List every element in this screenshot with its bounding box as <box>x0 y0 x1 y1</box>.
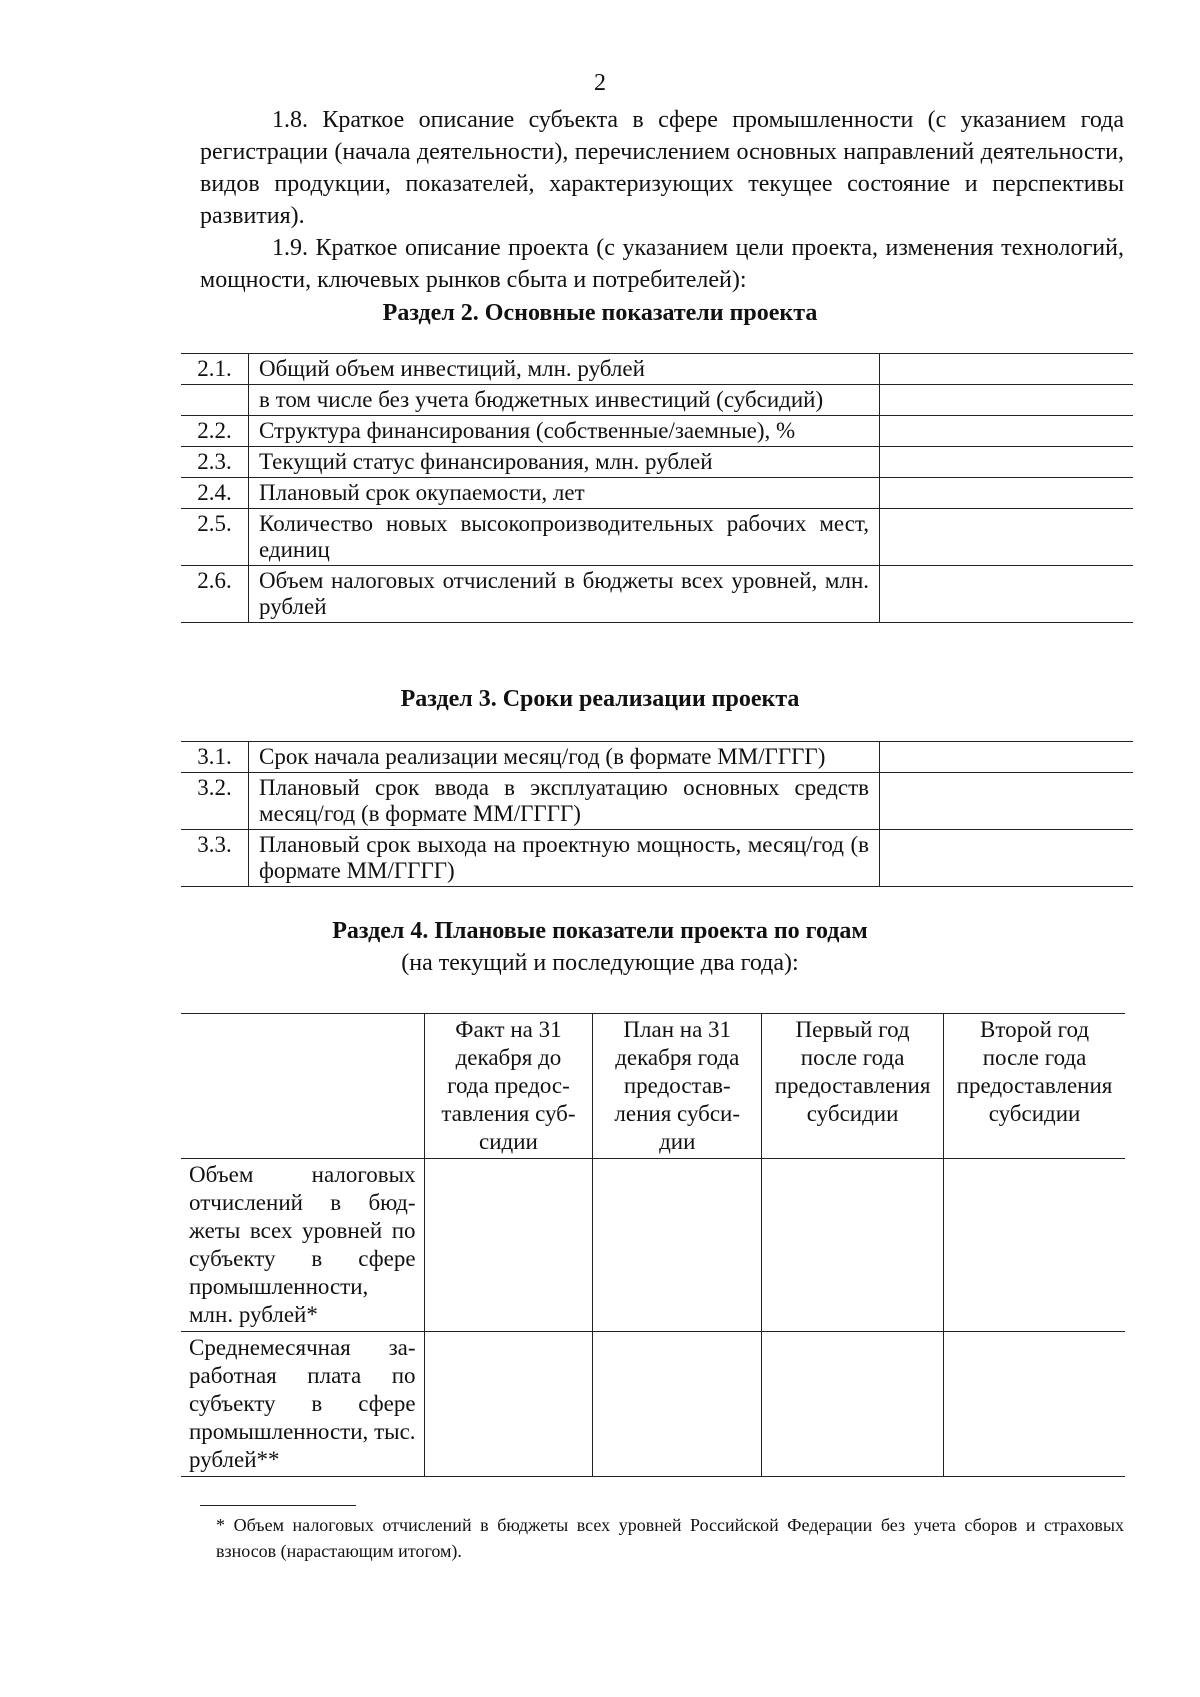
table-cell <box>762 1332 944 1477</box>
row-text: Текущий статус финансирования, млн. рублей <box>249 447 880 478</box>
row-value <box>880 830 1134 887</box>
header-cell <box>181 1014 424 1159</box>
table-row <box>181 566 1133 623</box>
row-label: Среднемесячная заработная плата по субъекту в сфере промышленности, тыс. рублей** <box>181 1332 424 1477</box>
row-number: 2.3. <box>181 447 249 478</box>
table-header-row <box>181 1014 1125 1159</box>
row-number <box>181 385 249 416</box>
section-4-title: Раздел 4. Плановые показатели проекта по годам <box>332 918 868 944</box>
row-value <box>880 447 1134 478</box>
footnote: * Объем налоговых отчислений в бюджеты всех уровней Российской Федерации без учета сборов и страховых взносов (нарастающим итогом). <box>216 1515 1124 1561</box>
table-cell <box>944 1332 1125 1477</box>
section-2-table <box>181 353 1133 623</box>
row-label: Объем налоговых отчислений в бюджеты всех уровней по субъекту в сфере промышленности, млн. рублей* <box>181 1159 424 1332</box>
row-number: 2.6. <box>181 566 249 623</box>
row-text: Общий объем инвестиций, млн. рублей <box>249 354 880 385</box>
row-text: Структура финансирования (собственные/заемные), % <box>249 416 880 447</box>
row-number: 2.1. <box>181 354 249 385</box>
row-text: Плановый срок окупаемости, лет <box>249 478 880 509</box>
header-cell: Второй год после года предоставления субсидии <box>944 1014 1125 1159</box>
row-text: Количество новых высокопроизводительных рабочих мест, единиц <box>249 509 880 566</box>
section-3-title: Раздел 3. Сроки реализации проекта <box>400 686 800 712</box>
table-cell <box>424 1332 593 1477</box>
row-text: Срок начала реализации месяц/год (в формате ММ/ГГГГ) <box>249 742 880 773</box>
table-row <box>181 385 1133 416</box>
table-cell <box>593 1159 762 1332</box>
table-row <box>181 447 1133 478</box>
paragraph-1-8: 1.8. Краткое описание субъекта в сфере промышленности (с указанием года регистрации (начала деятельности), перечислением основных направлений деятельности, видов продукции, показателей, характеризующих текущее состояние и перспективы развития). <box>200 107 1124 229</box>
row-value <box>880 509 1134 566</box>
section-3-table <box>181 741 1133 887</box>
row-value <box>880 478 1134 509</box>
table-row <box>181 1159 1125 1332</box>
row-number: 2.4. <box>181 478 249 509</box>
row-text: Плановый срок выхода на проектную мощность, месяц/год (в формате ММ/ГГГГ) <box>249 830 880 887</box>
header-cell: Первый год после года предоставления субсидии <box>762 1014 944 1159</box>
row-value <box>880 566 1134 623</box>
row-value <box>880 416 1134 447</box>
section-4-subtitle: (на текущий и последующие два года): <box>401 950 799 976</box>
table-row <box>181 416 1133 447</box>
section-4-table <box>181 1013 1125 1477</box>
table-cell <box>593 1332 762 1477</box>
header-cell: План на 31 декабря года предоставления субсидии <box>593 1014 762 1159</box>
row-text: Объем налоговых отчислений в бюджеты всех уровней, млн. рублей <box>249 566 880 623</box>
row-value <box>880 742 1134 773</box>
row-value <box>880 773 1134 830</box>
row-number: 2.5. <box>181 509 249 566</box>
table-row <box>181 509 1133 566</box>
page-number: 2 <box>594 70 606 96</box>
row-value <box>880 354 1134 385</box>
row-number: 3.3. <box>181 830 249 887</box>
paragraph-1-9: 1.9. Краткое описание проекта (с указанием цели проекта, изменения технологий, мощности, ключевых рынков сбыта и потребителей): <box>200 235 1124 293</box>
row-number: 3.1. <box>181 742 249 773</box>
row-text: Плановый срок ввода в эксплуатацию основных средств месяц/год (в формате ММ/ГГГГ) <box>249 773 880 830</box>
table-cell <box>944 1159 1125 1332</box>
table-row <box>181 742 1133 773</box>
row-text: в том числе без учета бюджетных инвестиций (субсидий) <box>249 385 880 416</box>
table-row <box>181 1332 1125 1477</box>
row-value <box>880 385 1134 416</box>
header-cell: Факт на 31 декабря до года предоставления субсидии <box>424 1014 593 1159</box>
table-cell <box>424 1159 593 1332</box>
section-2-title: Раздел 2. Основные показатели проекта <box>382 300 818 326</box>
footnote-separator <box>200 1505 356 1506</box>
table-row <box>181 354 1133 385</box>
table-row <box>181 478 1133 509</box>
row-number: 3.2. <box>181 773 249 830</box>
row-number: 2.2. <box>181 416 249 447</box>
table-row <box>181 830 1133 887</box>
table-cell <box>762 1159 944 1332</box>
table-row <box>181 773 1133 830</box>
